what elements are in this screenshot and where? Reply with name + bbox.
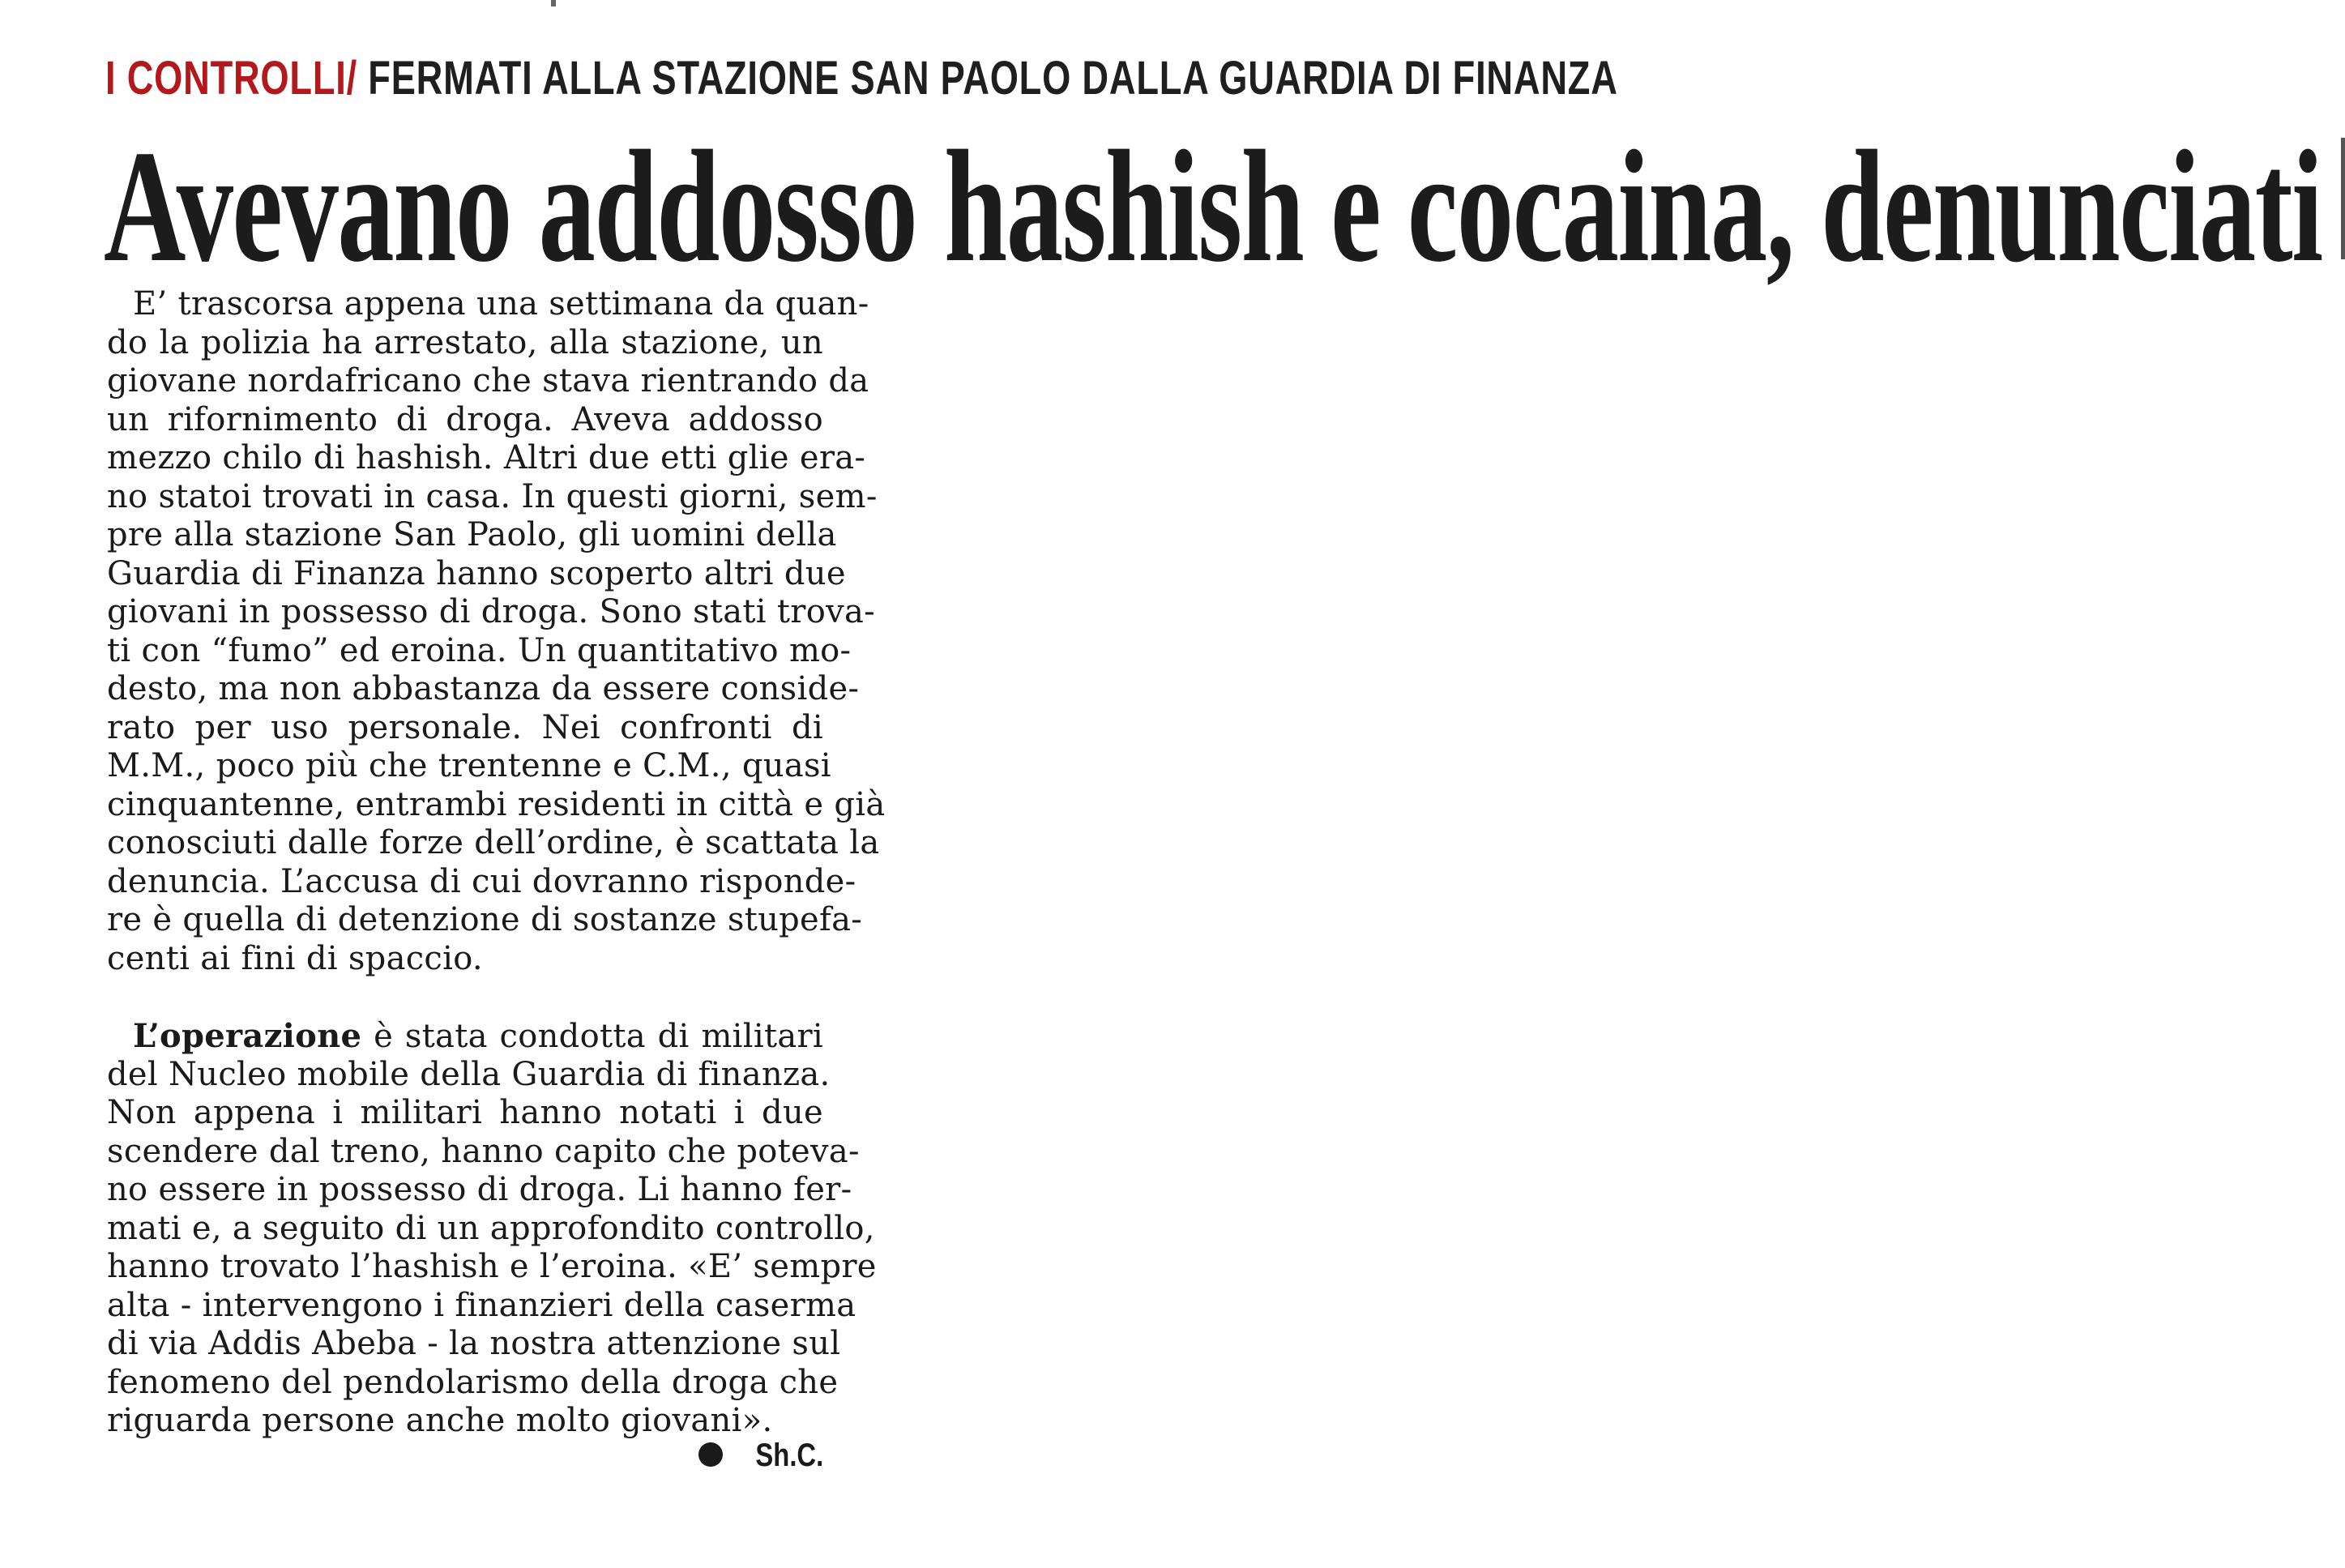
text-line: conosciuti dalle forze dell’ordine, è scattata la <box>107 824 880 861</box>
text-line: alta - intervengono i finanzieri della caserma <box>107 1286 856 1324</box>
article-body <box>107 285 886 1441</box>
text-line: scendere dal treno, hanno capito che poteva- <box>107 1132 860 1170</box>
text-line: M.M., poco più che trentenne e C.M., quasi <box>107 747 831 784</box>
article-headline: Avevano addosso hashish e cocaina, denunciati <box>104 117 2322 295</box>
text-line: giovane nordafricano che stava rientrando da <box>107 362 869 399</box>
text-line: mati e, a seguito di un approfondito controllo, <box>107 1209 875 1247</box>
text-line: no essere in possesso di droga. Li hanno fer- <box>107 1171 852 1208</box>
paragraph-2-first-line-rest: è stata condotta di militari <box>361 1018 823 1055</box>
text-line: ti con “fumo” ed eroina. Un quantitativo mo- <box>107 631 852 669</box>
text-line: do la polizia ha arrestato, alla stazione, un <box>107 323 823 361</box>
text-line: Guardia di Finanza hanno scoperto altri due <box>107 554 846 592</box>
text-line: di via Addis Abeba - la nostra attenzione sul <box>107 1325 841 1362</box>
paragraph-2-first-line <box>107 1017 823 1056</box>
text-line: E’ trascorsa appena una settimana da quan- <box>133 285 869 323</box>
edge-tick-mark <box>551 0 556 6</box>
text-line: centi ai fini di spaccio. <box>107 939 483 977</box>
kicker-topic: FERMATI ALLA STAZIONE SAN PAOLO DALLA GUARDIA DI FINANZA <box>368 52 1618 105</box>
text-line: un rifornimento di droga. Aveva addosso <box>107 400 823 438</box>
text-line: mezzo chilo di hashish. Altri due etti glie era- <box>107 439 866 476</box>
kicker-slash: / <box>346 52 357 105</box>
page-edge-rule <box>2341 138 2345 259</box>
paragraph-lead-in: L’operazione <box>133 1017 362 1055</box>
section-kicker <box>105 47 1618 110</box>
text-line: pre alla stazione San Paolo, gli uomini della <box>107 516 837 553</box>
text-line: giovani in possesso di droga. Sono stati trova- <box>107 593 875 630</box>
bullet-dot-icon <box>698 1442 723 1467</box>
text-line: del Nucleo mobile della Guardia di finanza. <box>107 1055 831 1093</box>
body-paragraph-2 <box>107 1017 877 1441</box>
text-line: re è quella di detenzione di sostanze stupefa- <box>107 901 863 938</box>
text-line: no statoi trovati in casa. In questi giorni, sem- <box>107 477 878 515</box>
body-paragraph-1 <box>107 285 886 978</box>
text-line: rato per uso personale. Nei confronti di <box>107 708 823 746</box>
text-line: denuncia. L’accusa di cui dovranno risponde- <box>107 862 856 900</box>
text-line: fenomeno del pendolarismo della droga che <box>107 1363 839 1401</box>
author-initials: Sh.C. <box>755 1438 823 1473</box>
text-line: riguarda persone anche molto giovani». <box>107 1402 773 1439</box>
paragraph-gap <box>107 978 823 1017</box>
author-byline <box>107 1433 823 1478</box>
text-line: desto, ma non abbastanza da essere conside- <box>107 670 860 707</box>
text-line: hanno trovato l’hashish e l’eroina. «E’ sempre <box>107 1248 877 1285</box>
text-line: cinquantenne, entrambi residenti in città e già <box>107 785 886 823</box>
kicker-section-label: I CONTROLLI <box>105 52 347 105</box>
text-line: Non appena i militari hanno notati i due <box>107 1094 823 1131</box>
